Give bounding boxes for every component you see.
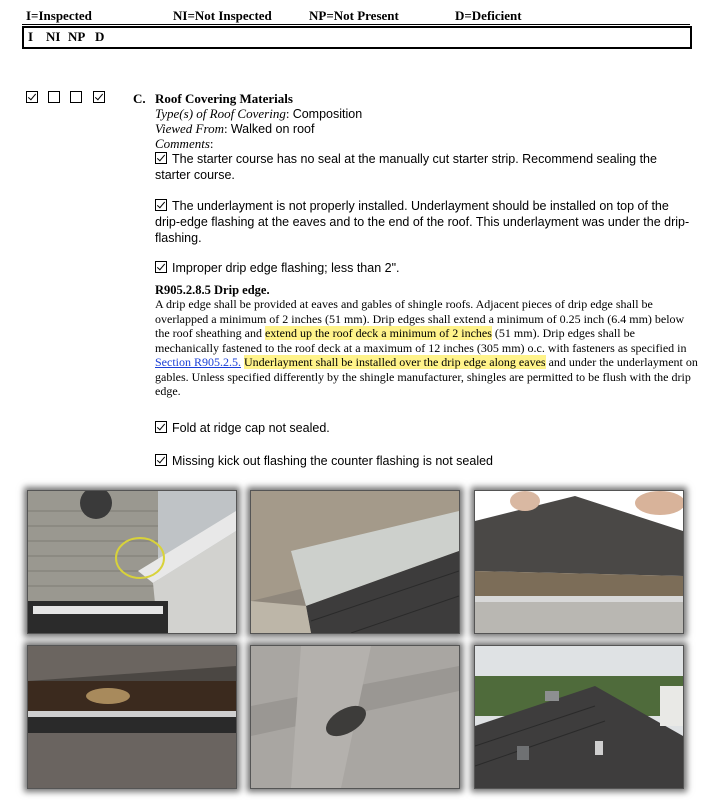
code-p1: A drip edge shall be provided at eaves and gables of shingle roofs. Adjacent pieces of drip edge shall be overlapped a minimum of 2 inches (51 mm). Drip edges shall extend a minimum of 0.25 inch (6.4 mm) below the roof sheathing and — [155, 297, 685, 340]
column-header-box — [22, 26, 692, 49]
checkbox-inspected[interactable] — [26, 91, 38, 103]
col-d: D — [95, 29, 105, 44]
code-title: R905.2.8.5 Drip edge. — [155, 283, 270, 297]
comment-2 — [155, 198, 695, 246]
legend — [22, 6, 690, 24]
section-letter: C. — [133, 91, 146, 106]
legend-deficient: D=Deficient — [455, 8, 522, 23]
photo-underlayment — [27, 645, 237, 789]
comment-1-text: The starter course has no seal at the manually cut starter strip. Recommend sealing the starter course. — [155, 152, 657, 182]
code-p2: (51 mm). Drip edges shall be mechanically fastened to the roof deck at a maximum of 12 inches (305 mm) o.c. with fasteners as specified in — [155, 326, 687, 355]
col-np: NP — [68, 29, 86, 44]
legend-inspected: I=Inspected — [26, 8, 92, 23]
comment-5 — [155, 453, 695, 469]
comments-line: Comments: — [155, 136, 214, 151]
comment-2-checkbox[interactable] — [155, 199, 167, 211]
comment-1-checkbox[interactable] — [155, 152, 167, 164]
col-ni: NI — [46, 29, 61, 44]
code-section-link[interactable]: Section R905.2.5. — [155, 355, 241, 369]
comment-3 — [155, 260, 695, 276]
comment-4-text: Fold at ridge cap not sealed. — [172, 421, 330, 435]
comment-5-checkbox[interactable] — [155, 454, 167, 466]
comment-2-text: The underlayment is not properly installed. Underlayment should be installed on top of the drip-edge flashing at the eaves and to the end of the roof. This underlayment was under the drip-flashing. — [155, 199, 690, 245]
legend-divider — [22, 24, 690, 25]
comment-3-checkbox[interactable] — [155, 261, 167, 273]
roof-type-line: Type(s) of Roof Covering: Composition — [155, 106, 363, 121]
viewed-from-line: Viewed From: Walked on roof — [155, 121, 315, 136]
photo-house-corner — [27, 490, 237, 634]
comment-5-text: Missing kick out flashing the counter flashing is not sealed — [172, 454, 494, 468]
comment-4-checkbox[interactable] — [155, 421, 167, 433]
roof-type-value: Composition — [292, 107, 363, 121]
code-body — [155, 297, 700, 399]
photo-roof-overview — [474, 645, 684, 789]
code-highlight-1: extend up the roof deck a minimum of 2 inches — [264, 326, 492, 340]
photo-shingle-stain — [250, 645, 460, 789]
section-title: Roof Covering Materials — [155, 91, 293, 106]
roof-type-label: Type(s) of Roof Covering — [155, 106, 286, 121]
photo-drip-edge-closeup — [250, 490, 460, 634]
comment-4 — [155, 420, 695, 436]
checkbox-not-present[interactable] — [70, 91, 82, 103]
checkbox-not-inspected[interactable] — [48, 91, 60, 103]
code-highlight-2: Underlayment shall be installed over the drip edge along eaves — [244, 355, 546, 369]
comment-3-text: Improper drip edge flashing; less than 2". — [172, 261, 400, 275]
comment-1 — [155, 151, 695, 183]
legend-not-present: NP=Not Present — [309, 8, 399, 23]
comments-label: Comments — [155, 136, 210, 151]
checkbox-deficient[interactable] — [93, 91, 105, 103]
code-p4: and under the underlayment on gables. Unless specified differently by the shingle manufacturer, shingles are permitted to be flush with the drip edge. — [155, 355, 698, 398]
col-i: I — [28, 29, 34, 44]
viewed-from-label: Viewed From — [155, 121, 224, 136]
legend-not-inspected: NI=Not Inspected — [173, 8, 272, 23]
photo-ridge-fold — [474, 490, 684, 634]
viewed-from-value: Walked on roof — [230, 122, 315, 136]
